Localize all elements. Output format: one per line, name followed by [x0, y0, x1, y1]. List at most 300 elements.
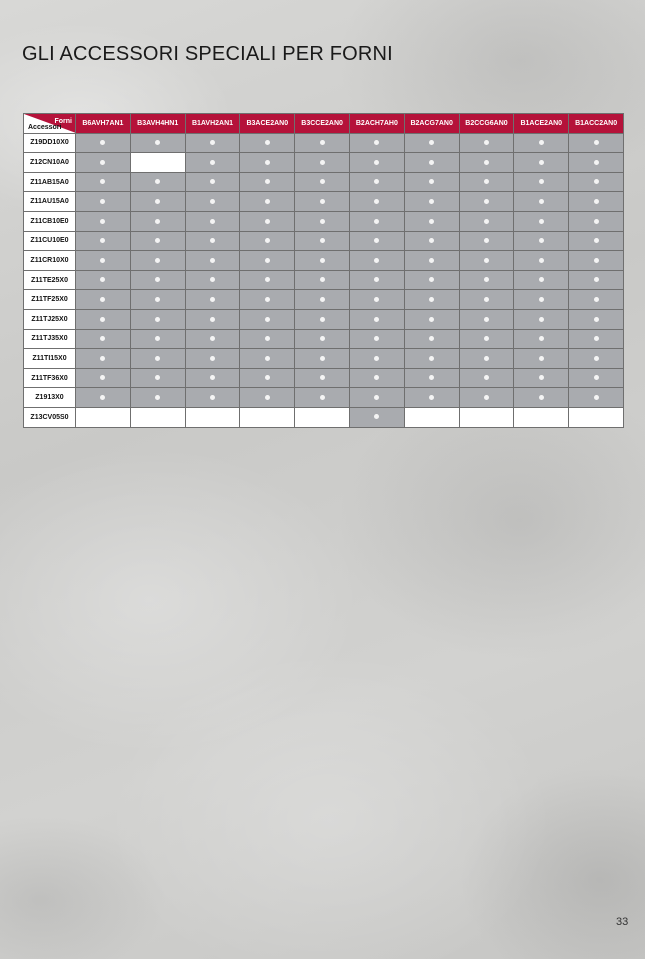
compatibility-dot-icon — [429, 219, 434, 224]
compatible-cell — [76, 368, 131, 388]
compatibility-dot-icon — [265, 199, 270, 204]
compatibility-dot-icon — [265, 238, 270, 243]
compatibility-dot-icon — [594, 277, 599, 282]
compatibility-dot-icon — [320, 179, 325, 184]
compatible-cell — [295, 368, 350, 388]
compatibility-dot-icon — [155, 258, 160, 263]
compatibility-dot-icon — [100, 258, 105, 263]
compatible-cell — [76, 349, 131, 369]
row-label: Z11TI15X0 — [24, 349, 76, 369]
compatible-cell — [349, 329, 404, 349]
compatibility-dot-icon — [484, 219, 489, 224]
compatible-cell — [185, 211, 240, 231]
compatibility-dot-icon — [320, 395, 325, 400]
table-row — [24, 388, 624, 408]
compatibility-dot-icon — [320, 238, 325, 243]
compatibility-dot-icon — [484, 336, 489, 341]
compatibility-dot-icon — [265, 160, 270, 165]
compatibility-dot-icon — [429, 395, 434, 400]
row-label: Z19DD10X0 — [24, 133, 76, 153]
compatible-cell — [185, 231, 240, 251]
compatible-cell — [514, 231, 569, 251]
compatible-cell — [514, 172, 569, 192]
compatibility-dot-icon — [484, 317, 489, 322]
compatible-cell — [240, 329, 295, 349]
compatible-cell — [76, 172, 131, 192]
compatibility-dot-icon — [374, 219, 379, 224]
compatibility-dot-icon — [539, 258, 544, 263]
compatibility-dot-icon — [210, 179, 215, 184]
compatible-cell — [569, 368, 624, 388]
compatible-cell — [569, 192, 624, 212]
column-header: B2CCG6AN0 — [459, 114, 514, 134]
compatible-cell — [404, 388, 459, 408]
compatibility-dot-icon — [265, 356, 270, 361]
row-label: Z1913X0 — [24, 388, 76, 408]
table-row — [24, 270, 624, 290]
compatibility-dot-icon — [155, 140, 160, 145]
compatibility-dot-icon — [539, 199, 544, 204]
column-header: B1AVH2AN1 — [185, 114, 240, 134]
row-label: Z11TF25X0 — [24, 290, 76, 310]
compatibility-dot-icon — [265, 395, 270, 400]
compatible-cell — [130, 192, 185, 212]
compatibility-dot-icon — [374, 375, 379, 380]
compatible-cell — [459, 388, 514, 408]
compatible-cell — [459, 290, 514, 310]
compatibility-dot-icon — [210, 375, 215, 380]
empty-cell — [130, 153, 185, 173]
compatibility-dot-icon — [265, 375, 270, 380]
compatible-cell — [349, 211, 404, 231]
compatible-cell — [185, 388, 240, 408]
page-title: GLI ACCESSORI SPECIALI PER FORNI — [22, 43, 393, 66]
compatible-cell — [185, 329, 240, 349]
compatibility-dot-icon — [484, 395, 489, 400]
compatible-cell — [185, 349, 240, 369]
compatible-cell — [185, 133, 240, 153]
compatibility-dot-icon — [100, 199, 105, 204]
compatibility-dot-icon — [210, 160, 215, 165]
compatible-cell — [240, 153, 295, 173]
compatible-cell — [130, 349, 185, 369]
compatible-cell — [76, 270, 131, 290]
compatible-cell — [569, 231, 624, 251]
compatibility-dot-icon — [484, 297, 489, 302]
row-label: Z11TJ25X0 — [24, 309, 76, 329]
compatible-cell — [459, 251, 514, 271]
compatible-cell — [514, 309, 569, 329]
compatible-cell — [459, 329, 514, 349]
compatible-cell — [404, 153, 459, 173]
compatibility-dot-icon — [265, 336, 270, 341]
compatible-cell — [459, 309, 514, 329]
empty-cell — [459, 407, 514, 427]
compatibility-dot-icon — [484, 375, 489, 380]
compatible-cell — [349, 231, 404, 251]
compatible-cell — [240, 251, 295, 271]
table-row — [24, 349, 624, 369]
compatibility-dot-icon — [429, 336, 434, 341]
compatible-cell — [459, 172, 514, 192]
compatibility-dot-icon — [100, 238, 105, 243]
column-header: B2ACG7AN0 — [404, 114, 459, 134]
compatibility-dot-icon — [374, 140, 379, 145]
compatible-cell — [404, 251, 459, 271]
compatibility-dot-icon — [429, 140, 434, 145]
compatible-cell — [185, 270, 240, 290]
compatibility-dot-icon — [320, 375, 325, 380]
compatibility-dot-icon — [210, 395, 215, 400]
compatibility-dot-icon — [374, 258, 379, 263]
compatible-cell — [349, 407, 404, 427]
compatible-cell — [185, 153, 240, 173]
compatible-cell — [295, 172, 350, 192]
compatible-cell — [185, 172, 240, 192]
compatibility-dot-icon — [320, 258, 325, 263]
compatible-cell — [404, 270, 459, 290]
compatible-cell — [514, 368, 569, 388]
compatibility-dot-icon — [594, 297, 599, 302]
row-label: Z12CN10A0 — [24, 153, 76, 173]
compatible-cell — [514, 153, 569, 173]
compatible-cell — [240, 270, 295, 290]
compatibility-dot-icon — [539, 297, 544, 302]
compatible-cell — [569, 211, 624, 231]
compatible-cell — [569, 251, 624, 271]
compatibility-dot-icon — [539, 375, 544, 380]
compatible-cell — [240, 172, 295, 192]
compatibility-dot-icon — [429, 160, 434, 165]
compatibility-dot-icon — [100, 140, 105, 145]
compatible-cell — [514, 251, 569, 271]
compatible-cell — [295, 211, 350, 231]
compatibility-dot-icon — [539, 395, 544, 400]
compatibility-dot-icon — [374, 297, 379, 302]
column-header: B3AVH4HN1 — [130, 114, 185, 134]
column-header: B1ACE2AN0 — [514, 114, 569, 134]
compatible-cell — [349, 270, 404, 290]
compatibility-dot-icon — [484, 277, 489, 282]
table-row — [24, 192, 624, 212]
compatibility-dot-icon — [100, 375, 105, 380]
table-row — [24, 231, 624, 251]
compatible-cell — [514, 192, 569, 212]
compatibility-dot-icon — [155, 238, 160, 243]
compatibility-dot-icon — [429, 375, 434, 380]
row-label: Z11TF36X0 — [24, 368, 76, 388]
compatibility-dot-icon — [320, 297, 325, 302]
compatible-cell — [295, 153, 350, 173]
compatibility-dot-icon — [539, 140, 544, 145]
compatible-cell — [185, 290, 240, 310]
compatibility-dot-icon — [539, 238, 544, 243]
compatibility-dot-icon — [265, 179, 270, 184]
empty-cell — [130, 407, 185, 427]
row-label: Z11CB10E0 — [24, 211, 76, 231]
compatibility-table — [23, 113, 624, 428]
compatible-cell — [404, 349, 459, 369]
compatibility-dot-icon — [100, 160, 105, 165]
compatible-cell — [569, 329, 624, 349]
compatible-cell — [76, 192, 131, 212]
compatible-cell — [459, 231, 514, 251]
row-label: Z11TE25X0 — [24, 270, 76, 290]
column-header: B6AVH7AN1 — [76, 114, 131, 134]
column-header: B3CCE2AN0 — [295, 114, 350, 134]
compatible-cell — [514, 133, 569, 153]
compatibility-dot-icon — [429, 356, 434, 361]
compatible-cell — [349, 153, 404, 173]
compatible-cell — [349, 388, 404, 408]
compatibility-dot-icon — [374, 199, 379, 204]
compatible-cell — [76, 211, 131, 231]
compatible-cell — [349, 133, 404, 153]
compatible-cell — [404, 211, 459, 231]
compatible-cell — [76, 309, 131, 329]
compatibility-dot-icon — [210, 297, 215, 302]
compatibility-dot-icon — [100, 336, 105, 341]
compatible-cell — [240, 388, 295, 408]
compatible-cell — [130, 231, 185, 251]
compatibility-dot-icon — [210, 199, 215, 204]
column-header: B1ACC2AN0 — [569, 114, 624, 134]
compatible-cell — [569, 388, 624, 408]
row-label: Z11CU10E0 — [24, 231, 76, 251]
compatible-cell — [76, 231, 131, 251]
compatible-cell — [569, 270, 624, 290]
compatible-cell — [76, 388, 131, 408]
table-body — [24, 133, 624, 427]
compatible-cell — [295, 290, 350, 310]
compatible-cell — [404, 231, 459, 251]
compatibility-dot-icon — [374, 160, 379, 165]
compatibility-dot-icon — [429, 317, 434, 322]
empty-cell — [569, 407, 624, 427]
compatibility-dot-icon — [210, 258, 215, 263]
compatibility-dot-icon — [265, 317, 270, 322]
compatible-cell — [459, 211, 514, 231]
compatible-cell — [459, 133, 514, 153]
compatible-cell — [349, 368, 404, 388]
compatible-cell — [514, 349, 569, 369]
compatibility-dot-icon — [100, 179, 105, 184]
compatible-cell — [76, 329, 131, 349]
compatible-cell — [185, 368, 240, 388]
empty-cell — [240, 407, 295, 427]
compatibility-dot-icon — [374, 238, 379, 243]
compatible-cell — [349, 290, 404, 310]
compatible-cell — [240, 211, 295, 231]
compatibility-dot-icon — [594, 140, 599, 145]
compatibility-dot-icon — [484, 199, 489, 204]
compatible-cell — [240, 309, 295, 329]
compatible-cell — [130, 309, 185, 329]
compatible-cell — [569, 172, 624, 192]
row-label: Z11AU15A0 — [24, 192, 76, 212]
compatible-cell — [349, 251, 404, 271]
compatibility-dot-icon — [265, 140, 270, 145]
compatible-cell — [295, 231, 350, 251]
compatible-cell — [185, 309, 240, 329]
compatibility-dot-icon — [594, 199, 599, 204]
empty-cell — [404, 407, 459, 427]
compatible-cell — [240, 133, 295, 153]
compatibility-dot-icon — [320, 140, 325, 145]
table-row — [24, 368, 624, 388]
compatible-cell — [185, 251, 240, 271]
table-row — [24, 133, 624, 153]
compatible-cell — [514, 329, 569, 349]
row-label: Z11TJ35X0 — [24, 329, 76, 349]
compatible-cell — [404, 290, 459, 310]
compatible-cell — [130, 172, 185, 192]
compatible-cell — [295, 349, 350, 369]
compatibility-dot-icon — [594, 375, 599, 380]
compatible-cell — [514, 290, 569, 310]
compatibility-dot-icon — [155, 317, 160, 322]
compatible-cell — [514, 270, 569, 290]
compatible-cell — [514, 211, 569, 231]
compatibility-dot-icon — [155, 356, 160, 361]
compatible-cell — [130, 388, 185, 408]
column-header: B3ACE2AN0 — [240, 114, 295, 134]
compatibility-dot-icon — [374, 277, 379, 282]
table-row — [24, 290, 624, 310]
compatible-cell — [295, 192, 350, 212]
compatibility-dot-icon — [210, 317, 215, 322]
compatibility-dot-icon — [429, 199, 434, 204]
compatibility-dot-icon — [320, 317, 325, 322]
compatible-cell — [569, 290, 624, 310]
compatibility-dot-icon — [539, 356, 544, 361]
compatible-cell — [514, 388, 569, 408]
empty-cell — [295, 407, 350, 427]
compatible-cell — [130, 270, 185, 290]
compatibility-dot-icon — [320, 277, 325, 282]
row-label: Z13CV05S0 — [24, 407, 76, 427]
compatibility-dot-icon — [594, 336, 599, 341]
compatibility-dot-icon — [484, 258, 489, 263]
compatibility-dot-icon — [539, 336, 544, 341]
compatibility-dot-icon — [320, 336, 325, 341]
table-row — [24, 309, 624, 329]
compatible-cell — [404, 309, 459, 329]
table-row — [24, 329, 624, 349]
compatible-cell — [404, 133, 459, 153]
compatibility-dot-icon — [155, 297, 160, 302]
compatible-cell — [404, 192, 459, 212]
compatible-cell — [569, 349, 624, 369]
compatibility-dot-icon — [594, 238, 599, 243]
row-label: Z11CR10X0 — [24, 251, 76, 271]
corner-label-forni: Forni — [54, 118, 72, 125]
compatible-cell — [569, 153, 624, 173]
compatible-cell — [130, 211, 185, 231]
compatible-cell — [404, 172, 459, 192]
corner-label-accessori: Accessori — [28, 123, 62, 131]
compatible-cell — [240, 368, 295, 388]
compatible-cell — [76, 153, 131, 173]
compatibility-dot-icon — [429, 179, 434, 184]
compatibility-dot-icon — [155, 336, 160, 341]
compatibility-dot-icon — [539, 179, 544, 184]
compatibility-dot-icon — [210, 219, 215, 224]
compatibility-dot-icon — [594, 356, 599, 361]
compatibility-dot-icon — [539, 219, 544, 224]
compatibility-dot-icon — [484, 356, 489, 361]
compatibility-dot-icon — [374, 356, 379, 361]
compatibility-dot-icon — [100, 317, 105, 322]
compatibility-dot-icon — [594, 317, 599, 322]
compatibility-dot-icon — [100, 395, 105, 400]
compatibility-dot-icon — [374, 395, 379, 400]
compatibility-dot-icon — [265, 258, 270, 263]
compatible-cell — [240, 231, 295, 251]
compatibility-dot-icon — [374, 336, 379, 341]
compatible-cell — [130, 251, 185, 271]
compatibility-dot-icon — [484, 179, 489, 184]
compatibility-dot-icon — [155, 375, 160, 380]
empty-cell — [185, 407, 240, 427]
header-row — [24, 114, 624, 134]
compatible-cell — [404, 368, 459, 388]
compatible-cell — [130, 368, 185, 388]
compatibility-dot-icon — [155, 395, 160, 400]
compatible-cell — [295, 329, 350, 349]
compatible-cell — [295, 388, 350, 408]
compatibility-dot-icon — [374, 414, 379, 419]
compatible-cell — [185, 192, 240, 212]
compatibility-dot-icon — [265, 219, 270, 224]
compatible-cell — [240, 192, 295, 212]
compatibility-dot-icon — [210, 356, 215, 361]
compatible-cell — [569, 309, 624, 329]
compatibility-dot-icon — [100, 277, 105, 282]
compatibility-dot-icon — [210, 336, 215, 341]
compatibility-dot-icon — [374, 317, 379, 322]
compatible-cell — [459, 270, 514, 290]
compatibility-dot-icon — [539, 160, 544, 165]
compatibility-dot-icon — [429, 277, 434, 282]
compatible-cell — [76, 290, 131, 310]
compatibility-dot-icon — [265, 277, 270, 282]
compatibility-dot-icon — [539, 277, 544, 282]
table-row — [24, 251, 624, 271]
compatible-cell — [295, 309, 350, 329]
compatibility-dot-icon — [210, 277, 215, 282]
compatible-cell — [349, 349, 404, 369]
table-row — [24, 153, 624, 173]
compatibility-dot-icon — [429, 297, 434, 302]
compatible-cell — [130, 133, 185, 153]
compatibility-dot-icon — [155, 199, 160, 204]
table-row — [24, 172, 624, 192]
compatibility-dot-icon — [320, 356, 325, 361]
compatibility-dot-icon — [429, 258, 434, 263]
compatible-cell — [349, 309, 404, 329]
page-number: 33 — [616, 916, 629, 928]
compatibility-dot-icon — [265, 297, 270, 302]
compatible-cell — [459, 192, 514, 212]
compatible-cell — [459, 349, 514, 369]
table-row — [24, 211, 624, 231]
compatible-cell — [295, 251, 350, 271]
compatibility-dot-icon — [594, 258, 599, 263]
compatibility-dot-icon — [594, 160, 599, 165]
compatible-cell — [76, 251, 131, 271]
compatible-cell — [295, 270, 350, 290]
